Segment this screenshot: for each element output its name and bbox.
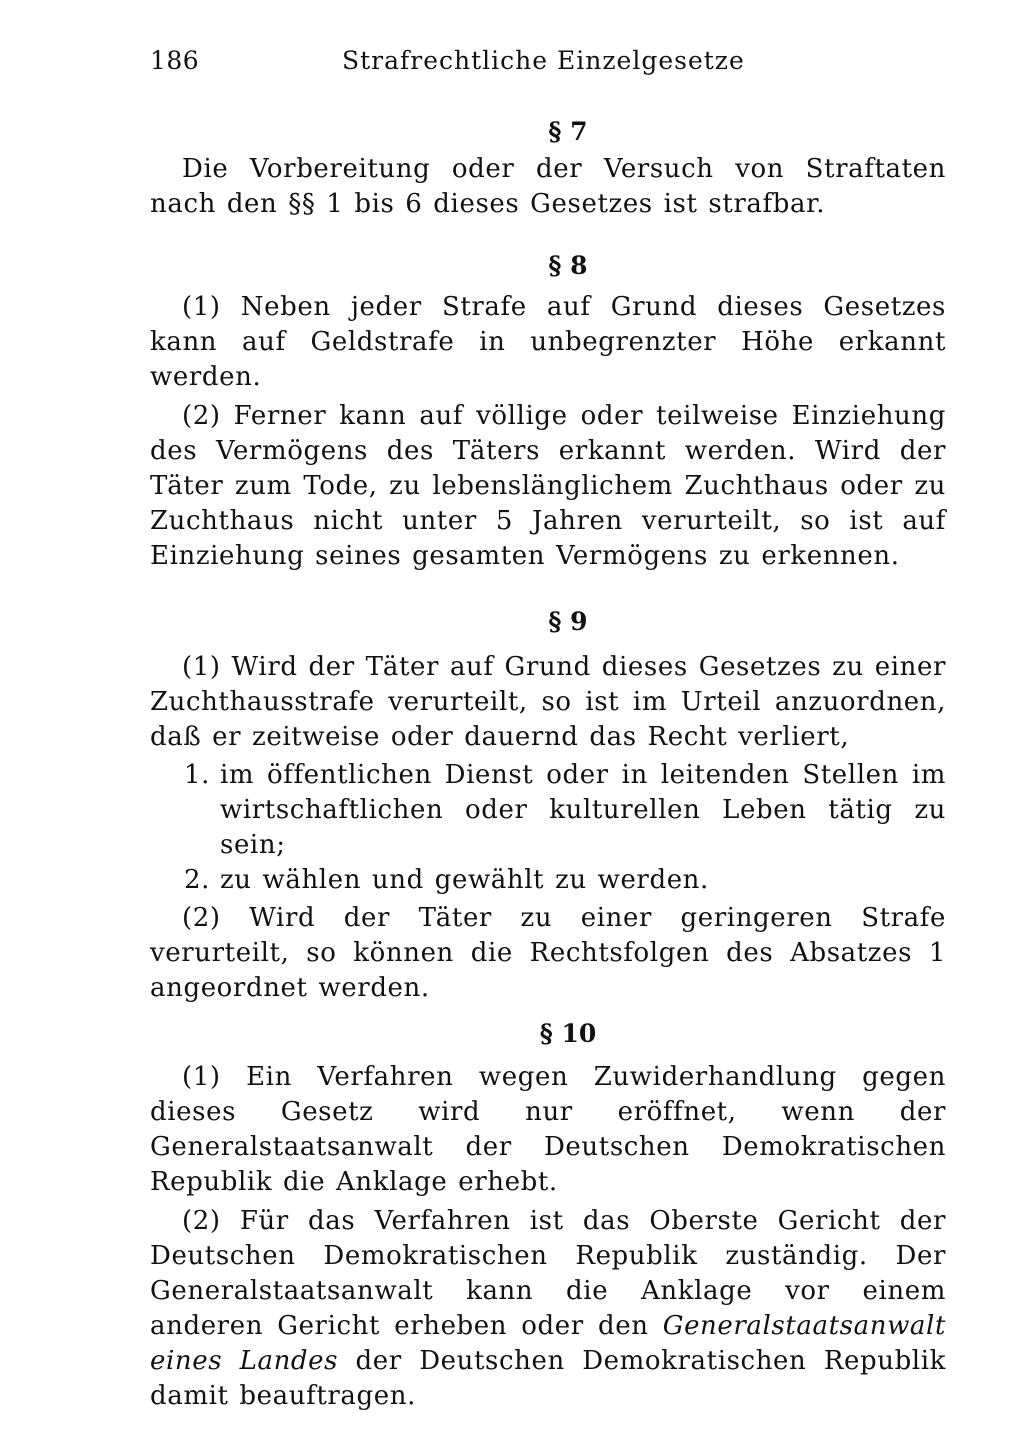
paragraph: (1) Wird der Täter auf Grund dieses Gesetzes zu einer Zuchthausstrafe verurteilt, so ist im Urteil anzuordnen, daß er zeitweise oder dauernd das Recht verliert,	[150, 652, 946, 752]
paragraph: (2) Ferner kann auf völlige oder teilweise Einziehung des Vermögens des Täters erkannt werden. Wird der Täter zum Tode, zu lebenslänglichem Zuchthaus oder zu Zuchthaus nicht unter 5 Jahren verurteilt, so ist auf Einziehung seines gesamten Vermögens zu erkennen.	[150, 401, 946, 571]
paragraph: (1) Ein Verfahren wegen Zuwiderhandlung gegen dieses Gesetz wird nur eröffnet, wenn der Generalstaatsanwalt der Deutschen Demokratischen Republik die Anklage erhebt.	[150, 1062, 946, 1197]
section-9	[150, 604, 946, 1006]
section-heading: § 10	[539, 1019, 597, 1048]
paragraph-text: (2) Für das Verfahren ist das Oberste Gericht der Deutschen Demokratischen Republik zuständig. Der Generalstaatsanwalt kann die Anklage vor einem anderen Gericht erheben oder den	[150, 1206, 946, 1341]
section-7	[150, 114, 946, 222]
page-number: 186	[150, 46, 200, 75]
section-8	[150, 248, 946, 574]
section-10	[150, 1016, 946, 1414]
section-heading: § 9	[548, 607, 588, 636]
paragraph: (1) Neben jeder Strafe auf Grund dieses Gesetzes kann auf Geldstrafe in unbegrenzter Höhe erkannt werden.	[150, 292, 946, 392]
paragraph: (2) Wird der Täter zu einer geringeren Strafe verurteilt, so können die Rechtsfolgen des Absatzes 1 angeordnet werden.	[150, 903, 946, 1003]
section-heading: § 8	[548, 251, 588, 280]
section-heading: § 7	[548, 117, 588, 146]
paragraph	[150, 1204, 946, 1414]
numbered-list	[150, 758, 946, 898]
paragraph-text: der Deutschen Demokratischen Republik damit beauftragen.	[150, 1346, 946, 1411]
page-header	[150, 46, 946, 104]
list-item	[150, 863, 946, 898]
paragraph: Die Vorbereitung oder der Versuch von Straftaten nach den §§ 1 bis 6 dieses Gesetzes ist strafbar.	[150, 154, 946, 219]
list-item-text: im öffentlichen Dienst oder in leitenden Stellen im wirtschaftlichen oder kulturellen Leben tätig zu sein;	[220, 760, 946, 860]
list-item-number: 1.	[184, 760, 211, 790]
emphasized-text: Generalstaatsanwalt eines Landes	[150, 1311, 946, 1376]
list-item-number: 2.	[184, 865, 211, 895]
list-item	[150, 758, 946, 863]
running-title: Strafrechtliche Einzelgesetze	[342, 46, 745, 75]
list-item-text: zu wählen und gewählt zu werden.	[220, 865, 709, 895]
